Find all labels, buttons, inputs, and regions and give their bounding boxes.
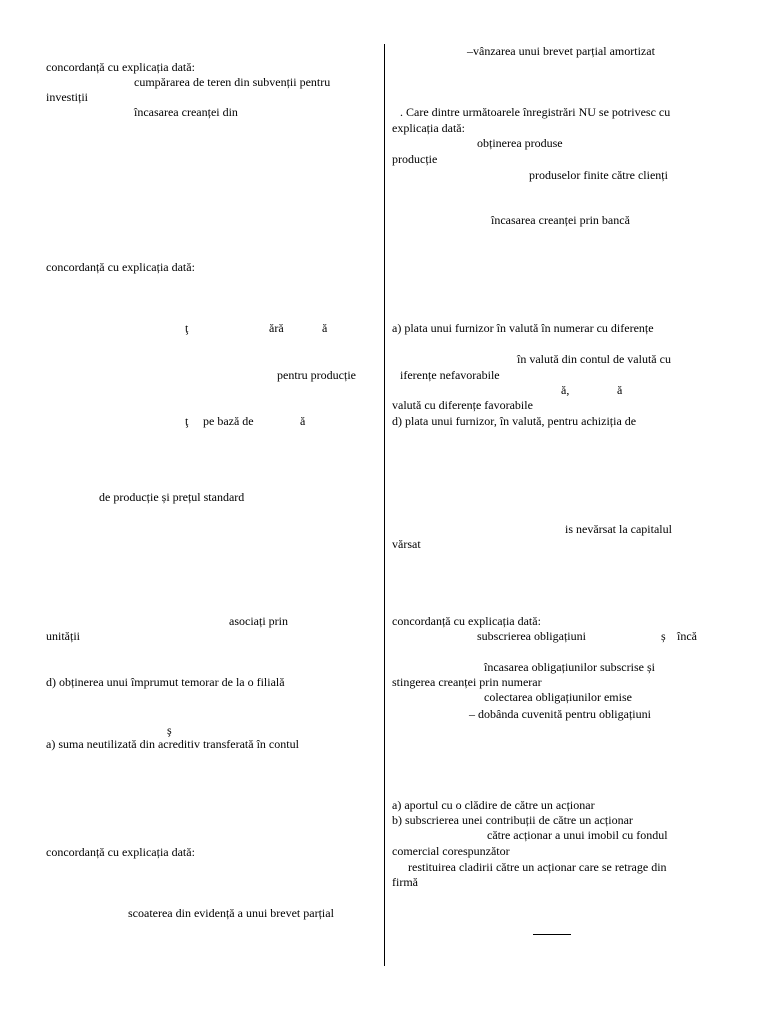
right-line: . Care dintre următoarele înregistrări NU se potrivesc cu	[400, 105, 671, 119]
left-line: concordanță cu explicația dată:	[46, 260, 195, 274]
blank-underline	[533, 934, 571, 935]
right-line: vărsat	[392, 537, 421, 551]
right-line: producție	[392, 152, 438, 166]
right-fragment: încă	[677, 629, 697, 643]
right-line: stingerea creanței prin numerar	[392, 675, 542, 689]
left-line: d) obținerea unui împrumut temorar de la o filială	[46, 675, 285, 689]
left-fragment: ş	[167, 723, 172, 737]
left-fragment: ără	[269, 321, 284, 335]
right-fragment: ă,	[561, 383, 570, 397]
left-fragment: ă	[322, 321, 328, 335]
right-line: – dobânda cuvenită pentru obligațiuni	[469, 707, 651, 721]
left-line: concordanță cu explicația dată:	[46, 60, 195, 74]
right-fragment: ă	[617, 383, 623, 397]
right-line: b) subscrierea unei contribuții de către un acționar	[392, 813, 633, 827]
right-line: concordanță cu explicația dată:	[392, 614, 541, 628]
left-fragment: pe bază de	[203, 414, 254, 428]
right-line: iferențe nefavorabile	[400, 368, 500, 382]
right-line: comercial corespunzător	[392, 844, 510, 858]
right-line: încasarea creanței prin bancă	[491, 213, 630, 227]
column-divider	[384, 44, 385, 966]
right-fragment: subscrierea obligațiuni	[477, 629, 586, 643]
left-fragment: ă	[300, 414, 306, 428]
left-line: cumpărarea de teren din subvenții pentru	[134, 75, 331, 89]
left-line: asociați prin	[229, 614, 288, 628]
right-line: produselor finite către clienți	[529, 168, 668, 182]
left-line: pentru producție	[277, 368, 356, 382]
right-line: restituirea cladirii către un acționar care se retrage din	[408, 860, 667, 874]
right-line: firmă	[392, 875, 418, 889]
left-fragment: ţ	[185, 414, 189, 428]
left-line: încasarea creanței din	[134, 105, 238, 119]
left-line: de producție și prețul standard	[99, 490, 245, 504]
left-line: scoaterea din evidență a unui brevet parțial	[128, 906, 334, 920]
right-line: –vânzarea unui brevet parțial amortizat	[467, 44, 655, 58]
right-line: explicația dată:	[392, 121, 465, 135]
left-fragment: ţ	[185, 321, 189, 335]
right-line: colectarea obligațiunilor emise	[484, 690, 632, 704]
left-line: concordanță cu explicația dată:	[46, 845, 195, 859]
right-line: încasarea obligațiunilor subscrise și	[484, 660, 655, 674]
right-line: is nevărsat la capitalul	[565, 522, 672, 536]
right-line: a) plata unui furnizor în valută în numerar cu diferențe	[392, 321, 654, 335]
right-line: către acționar a unui imobil cu fondul	[487, 828, 668, 842]
right-line: valută cu diferențe favorabile	[392, 398, 533, 412]
left-line: a) suma neutilizată din acreditiv transferată în contul	[46, 737, 299, 751]
left-line: investiții	[46, 90, 88, 104]
right-line: obținerea produse	[477, 136, 563, 150]
right-fragment: ș	[661, 629, 666, 643]
left-line: unității	[46, 629, 80, 643]
right-line: a) aportul cu o clădire de către un acționar	[392, 798, 595, 812]
right-line: d) plata unui furnizor, în valută, pentru achiziția de	[392, 414, 637, 428]
right-line: în valută din contul de valută cu	[517, 352, 671, 366]
